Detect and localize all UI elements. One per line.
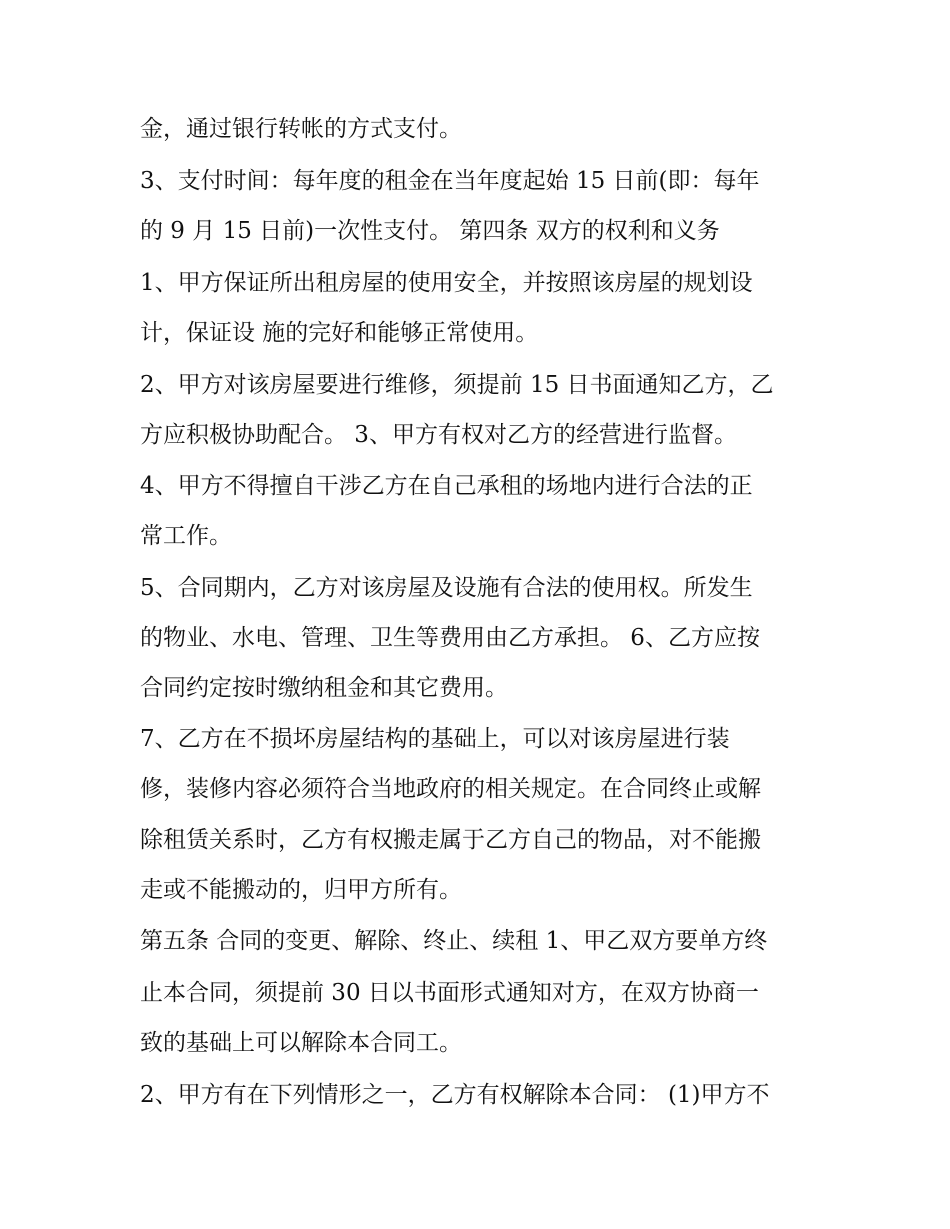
text-line: 2、甲方有在下列情形之一，乙方有权解除本合同： (1)甲方不 <box>140 1082 770 1108</box>
text-line: 致的基础上可以解除本合同工。 <box>140 1030 462 1056</box>
text-line: 4、甲方不得擅自干涉乙方在自己承租的场地内进行合法的正 <box>140 473 753 499</box>
text-line: 常工作。 <box>140 523 232 549</box>
text-line: 的物业、水电、管理、卫生等费用由乙方承担。 6、乙方应按 <box>140 625 760 651</box>
text-line: 方应积极协助配合。 3、甲方有权对乙方的经营进行监督。 <box>140 422 737 448</box>
text-line: 止本合同，须提前 30 日以书面形式通知对方，在双方协商一 <box>140 980 759 1006</box>
text-line: 合同约定按时缴纳租金和其它费用。 <box>140 675 508 701</box>
text-line: 1、甲方保证所出租房屋的使用安全，并按照该房屋的规划设 <box>140 270 753 296</box>
text-line: 修，装修内容必须符合当地政府的相关规定。在合同终止或解 <box>140 776 761 802</box>
text-line: 除租赁关系时，乙方有权搬走属于乙方自己的物品，对不能搬 <box>140 827 761 853</box>
text-line: 5、合同期内，乙方对该房屋及设施有合法的使用权。所发生 <box>140 575 753 601</box>
text-line: 3、支付时间：每年度的租金在当年度起始 15 日前(即：每年 <box>140 168 760 194</box>
text-line: 7、乙方在不损坏房屋结构的基础上，可以对该房屋进行装 <box>140 726 730 752</box>
text-line: 金，通过银行转帐的方式支付。 <box>140 116 462 142</box>
text-line: 第五条 合同的变更、解除、终止、续租 1、甲乙双方要单方终 <box>140 928 768 954</box>
text-line: 计，保证设 施的完好和能够正常使用。 <box>140 320 539 346</box>
text-line: 2、甲方对该房屋要进行维修，须提前 15 日书面通知乙方，乙 <box>140 372 774 398</box>
text-line: 的 9 月 15 日前)一次性支付。 第四条 双方的权利和义务 <box>140 218 720 244</box>
text-line: 走或不能搬动的，归甲方所有。 <box>140 877 462 903</box>
